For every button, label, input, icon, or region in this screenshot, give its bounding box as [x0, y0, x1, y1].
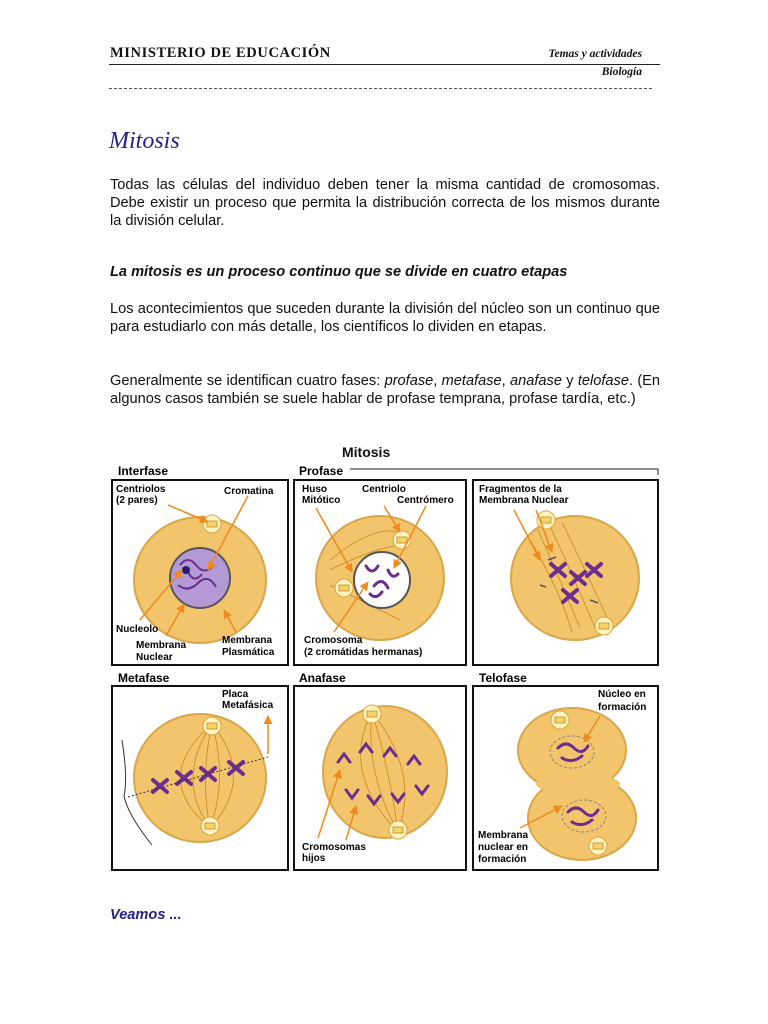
nucleus-profase: [354, 552, 410, 608]
stage-telofase: Telofase: [479, 671, 527, 685]
label-membrana-formacion-2: nuclear en: [478, 842, 529, 853]
phase-sep-1: ,: [433, 373, 442, 389]
label-fragmentos: Fragmentos de la: [479, 484, 562, 495]
label-nucleolo: Nucleolo: [116, 624, 159, 635]
label-fragmentos-2: Membrana Nuclear: [479, 495, 569, 506]
label-hijos: hijos: [302, 853, 326, 864]
paragraph-phases: [110, 372, 660, 408]
paragraph-continuous: Los acontecimientos que suceden durante la división del núcleo son un continuo que para estudiarlo con más detalle, los científicos lo dividen en etapas.: [110, 301, 660, 335]
closing-text: Veamos ...: [110, 907, 182, 923]
stage-metafase: Metafase: [118, 671, 170, 685]
page-title: Mitosis: [109, 128, 180, 154]
nucleus-interfase: [170, 548, 230, 608]
mitosis-figure: [100, 458, 668, 878]
centriole-profase-left: [335, 579, 353, 597]
label-membrana-formacion: Membrana: [478, 830, 529, 841]
phase-sep-3: y: [561, 373, 578, 389]
label-membrana-nuclear-2: Nuclear: [136, 652, 173, 663]
phase-metafase: metafase: [441, 373, 502, 389]
centriole-anafase-bottom: [389, 821, 407, 839]
label-cromosomas-hijos: Cromosomas: [302, 842, 366, 853]
profase-bracket: [350, 469, 658, 475]
centriole-telofase-bottom: [589, 837, 607, 855]
centriole-metafase-bottom: [201, 817, 219, 835]
label-membrana-formacion-3: formación: [478, 854, 527, 865]
label-metafasica: Metafásica: [222, 700, 274, 711]
header-topics: Temas y actividades: [548, 48, 642, 60]
label-placa: Placa: [222, 689, 249, 700]
stage-interfase: Interfase: [118, 464, 169, 478]
centriole-telofase-top: [551, 711, 569, 729]
header-dashed-rule: [109, 88, 652, 89]
label-nucleo-formacion-2: formación: [598, 702, 647, 713]
panel-profase: [294, 480, 466, 665]
figure-title: Mitosis: [342, 444, 391, 460]
centriole-anafase-top: [363, 705, 381, 723]
phase-anafase: anafase: [510, 373, 562, 389]
label-membrana-nuclear: Membrana: [136, 640, 187, 651]
label-cromatidas: (2 cromátidas hermanas): [304, 647, 423, 658]
label-centriolo: Centriolo: [362, 484, 406, 495]
label-centriolos-pares: (2 pares): [116, 495, 158, 506]
label-huso: Huso: [302, 484, 327, 495]
label-membrana-plasmatica-2: Plasmática: [222, 647, 275, 658]
panel-prometafase: [473, 480, 658, 665]
label-centriolos: Centriolos: [116, 484, 166, 495]
panel-interfase: [112, 480, 288, 665]
label-centromero: Centrómero: [397, 495, 454, 506]
paragraph-intro: Todas las células del individuo deben tener la misma cantidad de cromosomas. Debe existir un proceso que permita la distribución correcta de los mismos durante la división celular.: [110, 177, 660, 229]
phase-telofase: telofase: [577, 373, 629, 389]
section-subheading: La mitosis es un proceso continuo que se divide en cuatro etapas: [110, 264, 568, 280]
phases-intro-text: Generalmente se identifican cuatro fases:: [110, 373, 385, 389]
label-cromatina: Cromatina: [224, 486, 274, 497]
panel-telofase: [473, 686, 658, 870]
label-nucleo-formacion: Núcleo en: [598, 689, 646, 700]
nucleolo-dot: [182, 566, 190, 574]
label-cromosoma: Cromosoma: [304, 635, 363, 646]
centriole-prometafase-bottom: [595, 617, 613, 635]
stage-profase: Profase: [299, 464, 344, 478]
centriole-metafase-top: [203, 717, 221, 735]
panel-metafase: [112, 686, 288, 870]
header-rule: [109, 64, 660, 65]
cell-metafase: [134, 714, 266, 842]
phase-profase: profase: [384, 373, 434, 389]
phase-sep-2: ,: [501, 373, 511, 389]
centriole-interfase: [203, 515, 221, 533]
cell-anafase: [323, 706, 447, 838]
panel-anafase: [294, 686, 466, 870]
header-ministry: MINISTERIO DE EDUCACIÓN: [110, 45, 331, 61]
label-huso-mitotico: Mitótico: [302, 495, 341, 506]
label-membrana-plasmatica: Membrana: [222, 635, 273, 646]
header-subject: Biología: [601, 66, 642, 78]
stage-anafase: Anafase: [299, 671, 346, 685]
phases-end-text: . (En algunos casos también se suele hablar de profase temprana, profase tardía, etc.): [110, 373, 661, 407]
